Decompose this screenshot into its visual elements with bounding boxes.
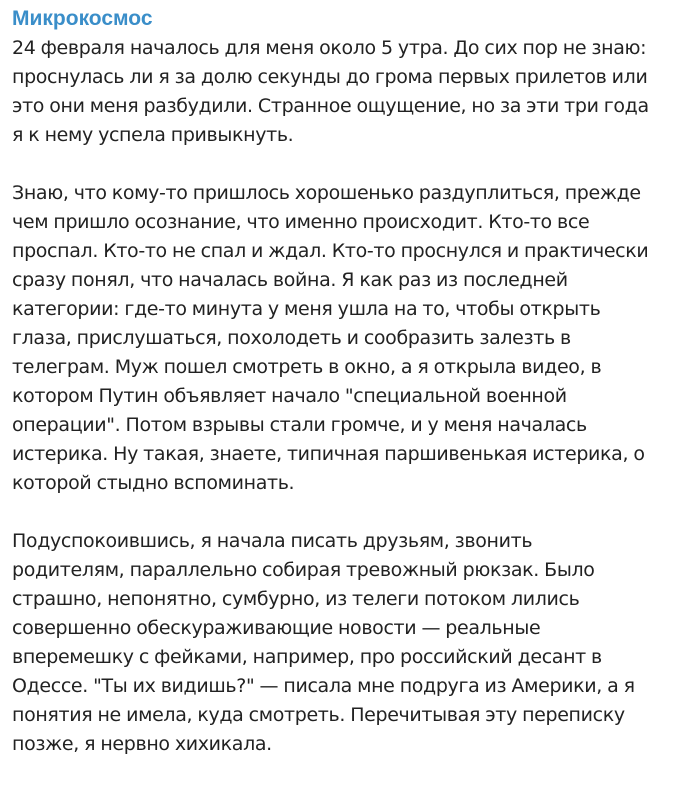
text-line: Знаю, что кому-то пришлось хорошенько раздуплиться, прежде [12, 182, 641, 204]
text-line: Одессе. "Ты их видишь?" — писала мне подруга из Америки, а я [12, 675, 635, 697]
text-line: проснулась ли я за долю секунды до грома первых прилетов или [12, 66, 648, 88]
post-paragraph [12, 527, 694, 759]
text-line: которой стыдно вспоминать. [12, 472, 295, 494]
text-line: родителям, параллельно собирая тревожный рюкзак. Было [12, 559, 595, 581]
text-line: позже, я нервно хихикала. [12, 733, 272, 755]
post-text [12, 34, 694, 759]
text-line: понятия не имела, куда смотреть. Перечитывая эту переписку [12, 704, 625, 726]
text-line: чем пришло осознание, что именно происходит. Кто-то все [12, 211, 590, 233]
text-line: категории: где-то минута у меня ушла на то, чтобы открыть [12, 298, 601, 320]
text-line: Подуспокоившись, я начала писать друзьям, звонить [12, 530, 533, 552]
text-line: проспал. Кто-то не спал и ждал. Кто-то проснулся и практически [12, 240, 649, 262]
text-line: вперемешку с фейками, например, про российский десант в [12, 646, 602, 668]
post-paragraph [12, 34, 694, 150]
text-line: глаза, прислушаться, похолодеть и сообразить залезть в [12, 327, 571, 349]
text-line: котором Путин объявляет начало "специальной военной [12, 385, 567, 407]
text-line: телеграм. Муж пошел смотреть в окно, а я открыла видео, в [12, 356, 602, 378]
channel-name[interactable]: Микрокосмос [12, 7, 153, 30]
channel-post [12, 4, 694, 759]
text-line: совершенно обескураживающие новости — реальные [12, 617, 541, 639]
text-line: я к нему успела привыкнуть. [12, 124, 294, 146]
text-line: страшно, непонятно, сумбурно, из телеги потоком лились [12, 588, 580, 610]
text-line: 24 февраля началось для меня около 5 утра. До сих пор не знаю: [12, 37, 647, 59]
post-paragraph [12, 179, 694, 498]
text-line: истерика. Ну такая, знаете, типичная паршивенькая истерика, о [12, 443, 645, 465]
text-line: сразу понял, что началась война. Я как раз из последней [12, 269, 568, 291]
text-line: операции". Потом взрывы стали громче, и у меня началась [12, 414, 587, 436]
text-line: это они меня разбудили. Странное ощущение, но за эти три года [12, 95, 649, 117]
